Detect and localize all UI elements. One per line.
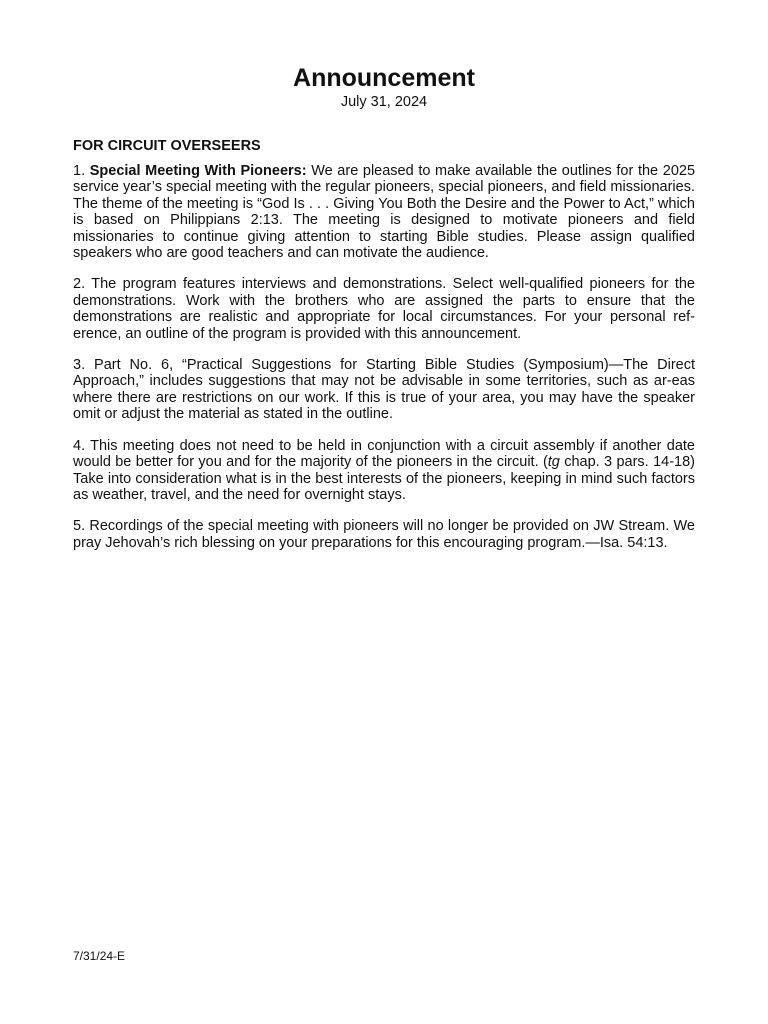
- footer-code: 7/31/24-E: [73, 949, 126, 963]
- paragraph-2: [73, 276, 695, 342]
- paragraph-text: Part No. 6, “Practical Suggestions for Starting Bible Studies (Symposium)—The Direct Approach,” includes suggestions that may not be advisable in some territories, such as ar-eas where there are restrictions on our work. If this is true of your area, you may have the speaker omit or adjust the material as stated in the outline.: [73, 357, 695, 423]
- paragraph-text: The program features interviews and demonstrations. Select well-qualified pioneers for the demonstrations. Work with the brothers who are assigned the parts to ensure that the demonstrations are realistic and appropriate for local circumstances. For your personal ref-erence, an outline of the program is provided with this announcement.: [73, 276, 695, 342]
- paragraph-number: 4.: [73, 437, 86, 454]
- document-title: Announcement: [293, 64, 475, 92]
- paragraph-number: 1.: [73, 163, 86, 179]
- paragraph-5: [73, 518, 695, 551]
- document-date: July 31, 2024: [340, 94, 428, 110]
- paragraph-number: 3.: [73, 357, 86, 374]
- document-page: [73, 0, 695, 1024]
- section-heading: FOR CIRCUIT OVERSEERS: [73, 138, 261, 154]
- publication-abbreviation: tg: [547, 454, 560, 471]
- paragraph-4: [73, 438, 695, 504]
- paragraph-1: [73, 163, 695, 261]
- paragraph-lead: Special Meeting With Pioneers:: [89, 163, 307, 179]
- paragraph-text: Recordings of the special meeting with pioneers will no longer be provided on JW Stream. We pray Jehovah’s rich blessing on your preparations for this encouraging program.—Isa. 54:13.: [73, 518, 695, 551]
- paragraph-text-before: This meeting does not need to be held in conjunction with a circuit assembly if another date would be better for you and for the majority of the pioneers in the circuit. (: [73, 437, 695, 471]
- paragraph-number: 2.: [73, 276, 86, 293]
- document-body: [73, 138, 695, 566]
- paragraph-text-after: chap. 3 pars. 14-18) Take into consideration what is in the best interests of the pioneers, keeping in mind such factors as weather, travel, and the need for overnight stays.: [73, 454, 695, 503]
- paragraph-text: We are pleased to make available the outlines for the 2025 service year’s special meeting with the regular pioneers, special pioneers, and field missionaries. The theme of the meeting is “God Is . . . Giving You Both the Desire and the Power to Act,” which is based on Philippians 2:13. The meeting is designed to motivate pioneers and field missionaries to continue giving attention to starting Bible studies. Please assign qualified speakers who are good teachers and can motivate the audience.: [73, 163, 696, 262]
- paragraph-number: 5.: [73, 518, 86, 535]
- paragraph-3: [73, 357, 695, 423]
